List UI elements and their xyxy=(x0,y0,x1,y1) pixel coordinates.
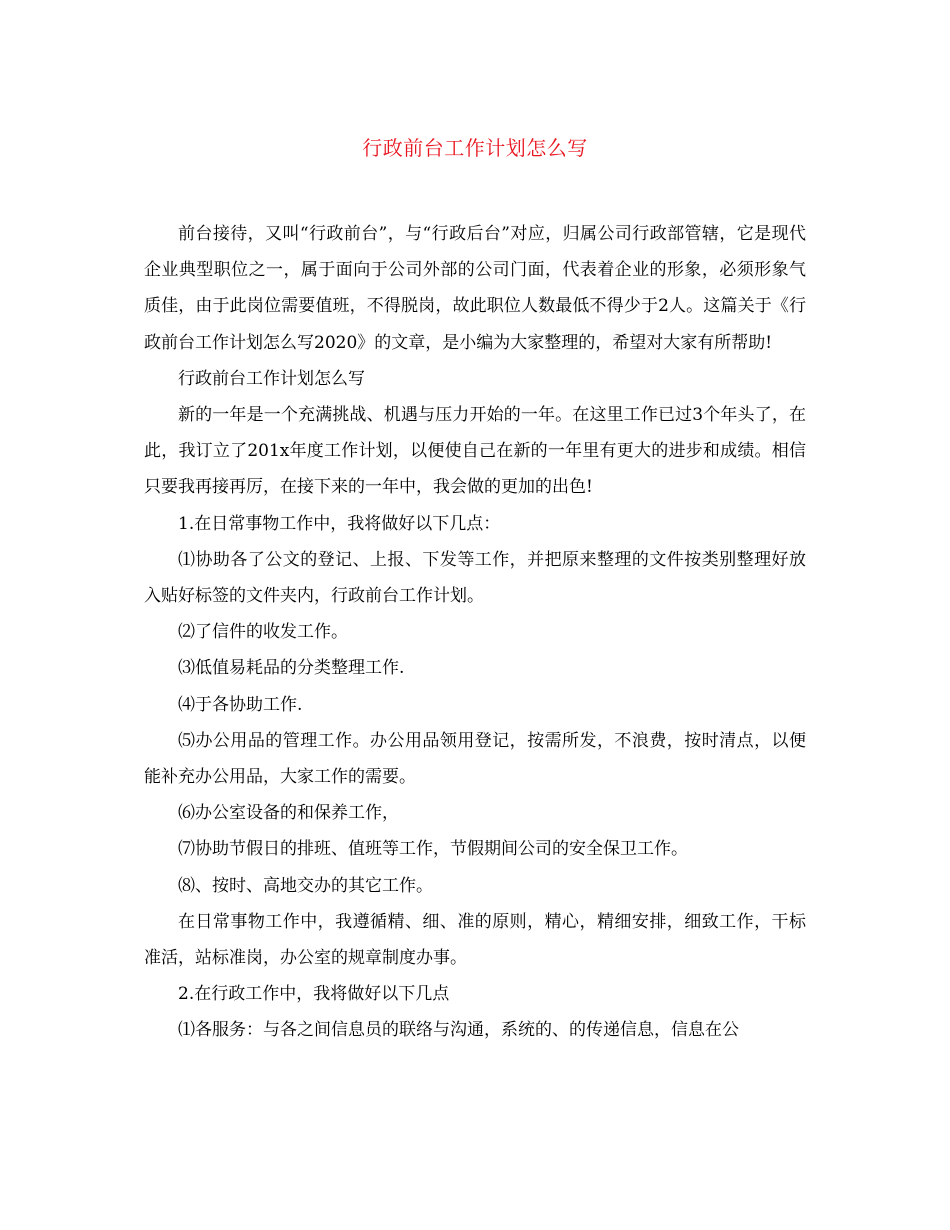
paragraph-item-6: ⑹办公室设备的和保养工作， xyxy=(178,803,399,824)
paragraph-item-2-1: ⑴各服务：与各之间信息员的联络与沟通，系统的、的传递信息，信息在公 xyxy=(178,1020,739,1041)
paragraph-intro: 前台接待，又叫“行政前台”，与“行政后台”对应，归属公司行政部管辖，它是现代企业典型职位之一，属于面向于公司外部的公司门面，代表着企业的形象，必须形象气质佳，由于此岗位需要值班，不得脱岗，故此职位人数最低不得少于2人。这篇关于《行政前台工作计划怎么写2020》的文章，是小编为大家整理的，希望对大家有所帮助! xyxy=(144,224,806,353)
paragraph-item-5: ⑸办公用品的管理工作。办公用品领用登记，按需所发，不浪费，按时清点，以便能补充办公用品，大家工作的需要。 xyxy=(144,730,806,788)
document-body xyxy=(144,216,806,1049)
paragraph-new-year: 新的一年是一个充满挑战、机遇与压力开始的一年。在这里工作已过3个年头了，在此，我订立了201x年度工作计划，以便使自己在新的一年里有更大的进步和成绩。相信只要我再接再厉，在接下来的一年中，我会做的更加的出色! xyxy=(144,405,806,498)
paragraph-item-1: ⑴协助各了公文的登记、上报、下发等工作，并把原来整理的文件按类别整理好放入贴好标签的文件夹内，行政前台工作计划。 xyxy=(144,549,806,607)
paragraph-item-3: ⑶低值易耗品的分类整理工作. xyxy=(178,658,405,679)
paragraph-principle: 在日常事物工作中，我遵循精、细、准的原则，精心，精细安排，细致工作，干标准活，站标准岗，办公室的规章制度办事。 xyxy=(144,911,806,969)
paragraph-section-1: 1.在日常事物工作中，我将做好以下几点： xyxy=(178,513,501,534)
paragraph-item-8: ⑻、按时、高地交办的其它工作。 xyxy=(178,875,433,896)
paragraph-item-2: ⑵了信件的收发工作。 xyxy=(178,622,348,643)
paragraph-heading: 行政前台工作计划怎么写 xyxy=(178,368,365,389)
paragraph-item-4: ⑷于各协助工作. xyxy=(178,694,303,715)
paragraph-item-7: ⑺协助节假日的排班、值班等工作，节假期间公司的安全保卫工作。 xyxy=(178,839,688,860)
paragraph-section-2: 2.在行政工作中，我将做好以下几点 xyxy=(178,984,450,1005)
document-title: 行政前台工作计划怎么写 xyxy=(362,136,588,160)
